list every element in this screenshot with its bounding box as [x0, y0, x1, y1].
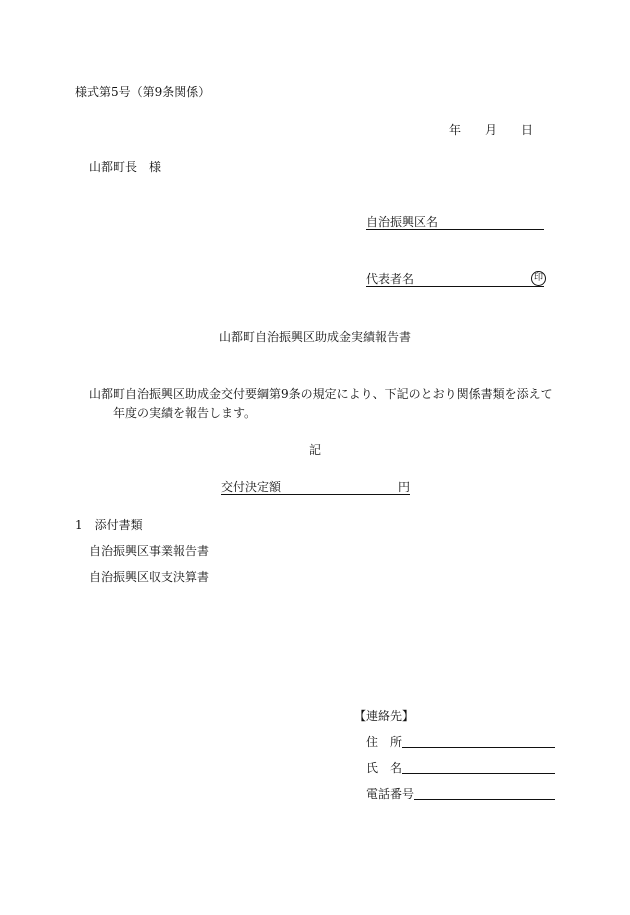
report-title: 山都町自治振興区助成金実績報告書 [218, 330, 411, 344]
form-number: 様式第5号（第9条関係） [75, 85, 211, 99]
attachment-item: 自治振興区収支決算書 [89, 570, 210, 584]
contact-address-label: 住 所 [366, 735, 403, 749]
contact-phone-field [366, 788, 555, 800]
contact-phone-underline [414, 799, 555, 800]
date-month: 月 [485, 123, 498, 137]
grant-amount-label: 交付決定額 [221, 480, 282, 494]
contact-name-field [366, 762, 555, 774]
body-text-line-2: 年度の実績を報告します。 [113, 406, 257, 420]
seal-mark: 印 [531, 271, 546, 286]
contact-name-label: 氏 名 [366, 761, 403, 775]
contact-name-underline [402, 773, 555, 774]
attachments-heading: 1 添付書類 [75, 518, 143, 532]
date-line [449, 124, 533, 136]
district-name-label: 自治振興区名 [366, 215, 439, 229]
contact-phone-label: 電話番号 [366, 787, 415, 801]
representative-label: 代表者名 [366, 272, 415, 286]
contact-address-field [366, 736, 555, 748]
addressee: 山都町長 様 [89, 160, 162, 174]
contact-heading: 【連絡先】 [354, 709, 415, 723]
ki-heading: 記 [308, 443, 321, 457]
date-year: 年 [449, 123, 462, 137]
grant-amount-field [221, 481, 410, 495]
district-name-field [366, 216, 544, 230]
contact-address-underline [402, 747, 555, 748]
date-day: 日 [521, 123, 534, 137]
body-text-line-1: 山都町自治振興区助成金交付要綱第9条の規定により、下記のとおり関係書類を添えて [89, 387, 553, 401]
grant-amount-unit: 円 [397, 480, 410, 494]
attachment-item: 自治振興区事業報告書 [89, 544, 210, 558]
representative-field [366, 273, 544, 287]
